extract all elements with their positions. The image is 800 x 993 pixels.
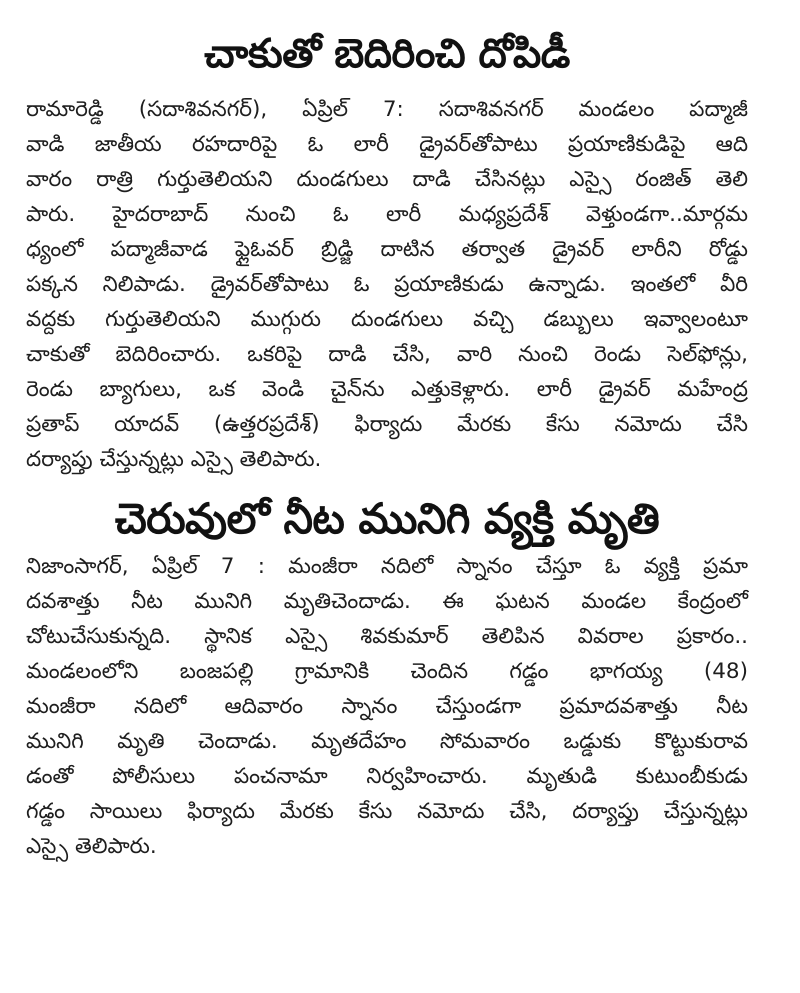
body-line: ఎస్సై తెలిపారు. <box>26 834 157 859</box>
body-line: దర్యాప్తు చేస్తున్నట్లు ఎస్సై తెలిపారు. <box>26 447 322 472</box>
body-line: రెండు బ్యాగులు, ఒక వెండి చైన్‌ను ఎత్తుకెళ్లారు. లారీ డ్రైవర్ మహేంద్ర <box>26 377 748 402</box>
body-line: మునిగి మృతి చెందాడు. మృతదేహం సోమవారం ఒడ్డుకు కొట్టుకురావ <box>26 729 748 754</box>
body-line: మంజీరా నదిలో ఆదివారం స్నానం చేస్తుండగా ప్రమాదవశాత్తు నీట <box>26 694 748 719</box>
article-body-robbery <box>26 92 748 477</box>
article-drowning <box>26 491 748 864</box>
body-line: దవశాత్తు నీట మునిగి మృతిచెందాడు. ఈ ఘటన మండల కేంద్రంలో <box>26 589 748 614</box>
body-line: పారు. హైదరాబాద్ నుంచి ఓ లారీ మధ్యప్రదేశ్ వెళ్తుండగా..మార్గమ <box>26 202 748 227</box>
article-robbery <box>26 26 748 477</box>
body-line: వద్దకు గుర్తుతెలియని ముగ్గురు దుండగులు వచ్చి డబ్బులు ఇవ్వాలంటూ <box>26 307 748 332</box>
body-line: గడ్డం సాయిలు ఫిర్యాదు మేరకు కేసు నమోదు చేసి, దర్యాప్తు చేస్తున్నట్లు <box>26 799 748 824</box>
body-line: పక్కన నిలిపాడు. డ్రైవర్‌తోపాటు ఓ ప్రయాణికుడు ఉన్నాడు. ఇంతలో వీరి <box>26 272 748 297</box>
body-line: రామారెడ్డి (సదాశివనగర్), ఏప్రిల్ 7: సదాశివనగర్ మండలం పద్మాజీ <box>26 97 748 122</box>
body-line: చోటుచేసుకున్నది. స్థానిక ఎస్సై శివకుమార్ తెలిపిన వివరాల ప్రకారం.. <box>26 624 748 649</box>
headline-drowning: చెరువులో నీట మునిగి వ్యక్తి మృతి <box>114 494 660 543</box>
body-line: మండలంలోని బంజపల్లి గ్రామానికి చెందిన గడ్డం భాగయ్య (48) <box>26 659 748 684</box>
body-line: వారం రాత్రి గుర్తుతెలియని దుండగులు దాడి చేసినట్లు ఎస్సై రంజిత్ తెలి <box>26 167 748 192</box>
article-body-drowning <box>26 549 748 864</box>
body-line: వాడి జాతీయ రహదారిపై ఓ లారీ డ్రైవర్‌తోపాటు ప్రయాణికుడిపై ఆది <box>26 132 748 157</box>
body-line: ప్రతాప్ యాదవ్ (ఉత్తరప్రదేశ్) ఫిర్యాదు మేరకు కేసు నమోదు చేసి <box>26 412 748 437</box>
body-line: డంతో పోలీసులు పంచనామా నిర్వహించారు. మృతుడి కుటుంబీకుడు <box>26 764 748 789</box>
headline-robbery: చాకుతో బెదిరించి దోపిడీ <box>204 31 570 77</box>
body-line: నిజాంసాగర్, ఏప్రిల్ 7 : మంజీరా నదిలో స్నానం చేస్తూ ఓ వ్యక్తి ప్రమా <box>26 554 748 579</box>
body-line: చాకుతో బెదిరించారు. ఒకరిపై దాడి చేసి, వారి నుంచి రెండు సెల్‌ఫోన్లు, <box>26 342 748 367</box>
body-line: ధ్యంలో పద్మాజీవాడ ఫ్లైఓవర్ బ్రిడ్జి దాటిన తర్వాత డ్రైవర్ లారీని రోడ్డు <box>26 237 748 262</box>
